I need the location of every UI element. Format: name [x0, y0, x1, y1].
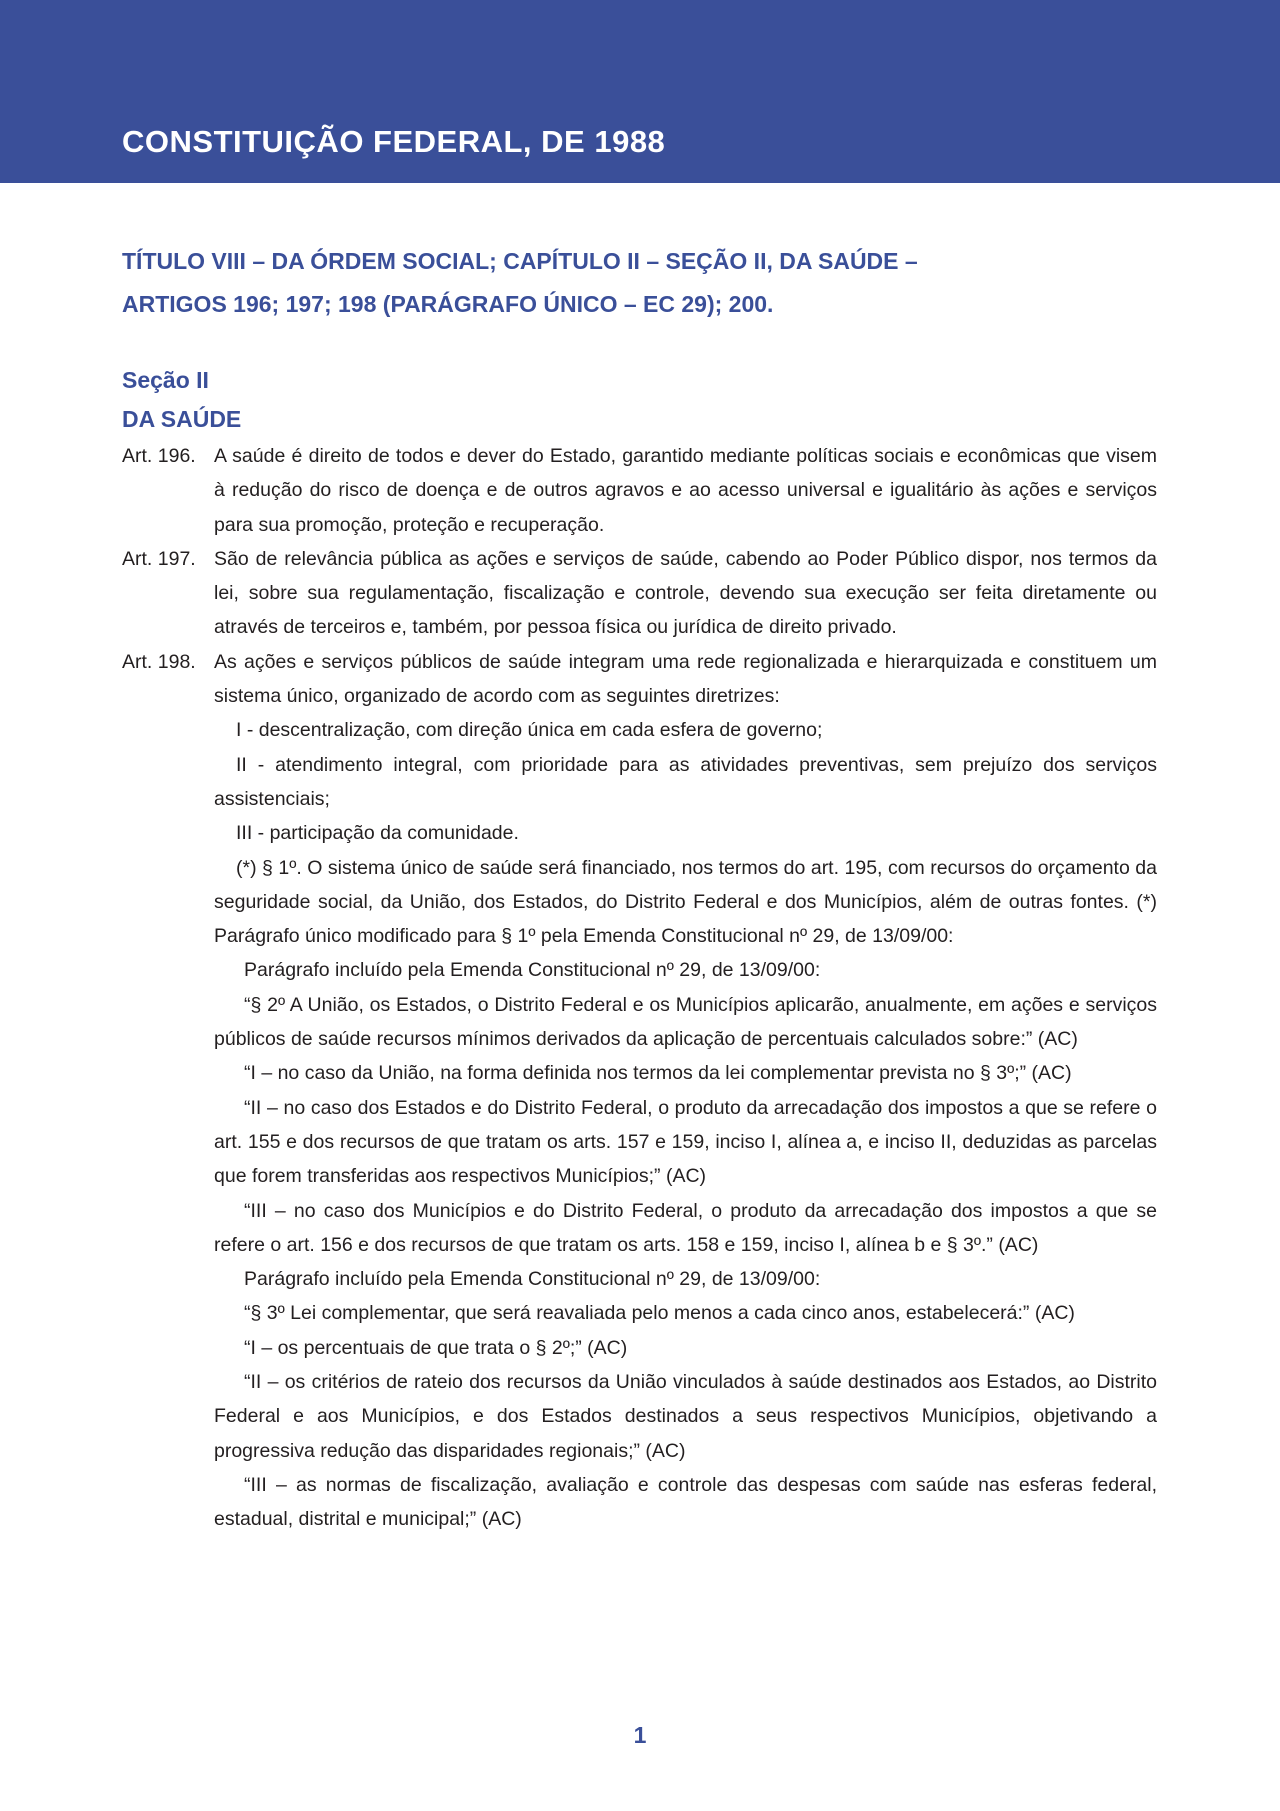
article-196 — [122, 439, 1157, 542]
header-banner — [0, 0, 1280, 183]
title-heading-line-1: TÍTULO VIII – DA ÓRDEM SOCIAL; CAPÍTULO II – SEÇÃO II, DA SAÚDE – — [122, 248, 918, 274]
article-198-item-ii: II - atendimento integral, com prioridade para as atividades preventivas, sem prejuízo dos serviços assistenciais; — [214, 753, 1157, 810]
article-197 — [122, 542, 1157, 645]
paragraph-3-item-i: “I – os percentuais de que trata o § 2º;” (AC) — [244, 1336, 628, 1359]
article-198-item-iii: III - participação da comunidade. — [236, 822, 519, 845]
section-subtitle: DA SAÚDE — [122, 406, 242, 432]
section-heading: Seção II — [122, 367, 209, 393]
article-label: Art. 198. — [122, 650, 196, 673]
page-number: 1 — [633, 1722, 647, 1748]
article-label: Art. 196. — [122, 445, 196, 467]
article-text: A saúde é direito de todos e dever do Estado, garantido mediante políticas sociais e econômicas que visem à redução do risco de doença e de outros agravos e ao acesso universal e igualitário às ações e serviços para sua promoção, proteção e recuperação. — [214, 445, 1157, 536]
title-heading-line-2: ARTIGOS 196; 197; 198 (PARÁGRAFO ÚNICO – EC 29); 200. — [122, 291, 774, 317]
article-198-item-i: I - descentralização, com direção única em cada esfera de governo; — [236, 719, 823, 742]
paragraph-2-item-i: “I – no caso da União, na forma definida nos termos da lei complementar prevista no § 3º;” (AC) — [244, 1062, 1072, 1085]
amendment-note: Parágrafo incluído pela Emenda Constitucional nº 29, de 13/09/00: — [244, 1268, 821, 1291]
paragraph-3: “§ 3º Lei complementar, que será reavaliada pelo menos a cada cinco anos, estabelecerá:” (AC) — [244, 1302, 1075, 1325]
paragraph-1: (*) § 1º. O sistema único de saúde será financiado, nos termos do art. 195, com recursos do orçamento da seguridade social, da União, dos Estados, do Distrito Federal e dos Municípios, além de outras fontes. (*) Parágrafo único modificado para § 1º pela Emenda Constitucional nº 29, de 13/09/00: — [214, 856, 1157, 948]
article-text: As ações e serviços públicos de saúde integram uma rede regionalizada e hierarquizada e constituem um sistema único, organizado de acordo com as seguintes diretrizes: — [214, 650, 1157, 708]
article-198 — [122, 645, 1157, 714]
paragraph-3-item-iii: “III – as normas de fiscalização, avaliação e controle das despesas com saúde nas esferas federal, estadual, distrital e municipal;” (AC) — [214, 1473, 1157, 1531]
document-body — [122, 439, 1157, 1537]
paragraph-3-item-ii: “II – os critérios de rateio dos recursos da União vinculados à saúde destinados aos Estados, ao Distrito Federal e aos Municípios, e dos Estados destinados a seus respectivos Municípios, objetivando a progressiva redução das disparidades regionais;” (AC) — [214, 1371, 1157, 1462]
paragraph-2-item-iii: “III – no caso dos Municípios e do Distrito Federal, o produto da arrecadação dos impostos a que se refere o art. 156 e dos recursos de que tratam os arts. 158 e 159, inciso I, alínea b e § 3º.” (AC) — [214, 1199, 1157, 1256]
paragraph-2-item-ii: “II – no caso dos Estados e do Distrito Federal, o produto da arrecadação dos impostos a que se refere o art. 155 e dos recursos de que tratam os arts. 157 e 159, inciso I, alínea a, e inciso II, deduzidas as parcelas que forem transferidas aos respectivos Municípios;” (AC) — [214, 1096, 1157, 1188]
document-title: CONSTITUIÇÃO FEDERAL, DE 1988 — [122, 124, 666, 159]
paragraph-2: “§ 2º A União, os Estados, o Distrito Federal e os Municípios aplicarão, anualmente, em ações e serviços públicos de saúde recursos mínimos derivados da aplicação de percentuais calculados sobre:” (AC) — [214, 993, 1157, 1051]
amendment-note: Parágrafo incluído pela Emenda Constitucional nº 29, de 13/09/00: — [244, 959, 821, 982]
article-text: São de relevância pública as ações e serviços de saúde, cabendo ao Poder Público dispor, nos termos da lei, sobre sua regulamentação, fiscalização e controle, devendo sua execução ser feita diretamente ou através de terceiros e, também, por pessoa física ou jurídica de direito privado. — [214, 547, 1157, 639]
article-label: Art. 197. — [122, 547, 196, 570]
